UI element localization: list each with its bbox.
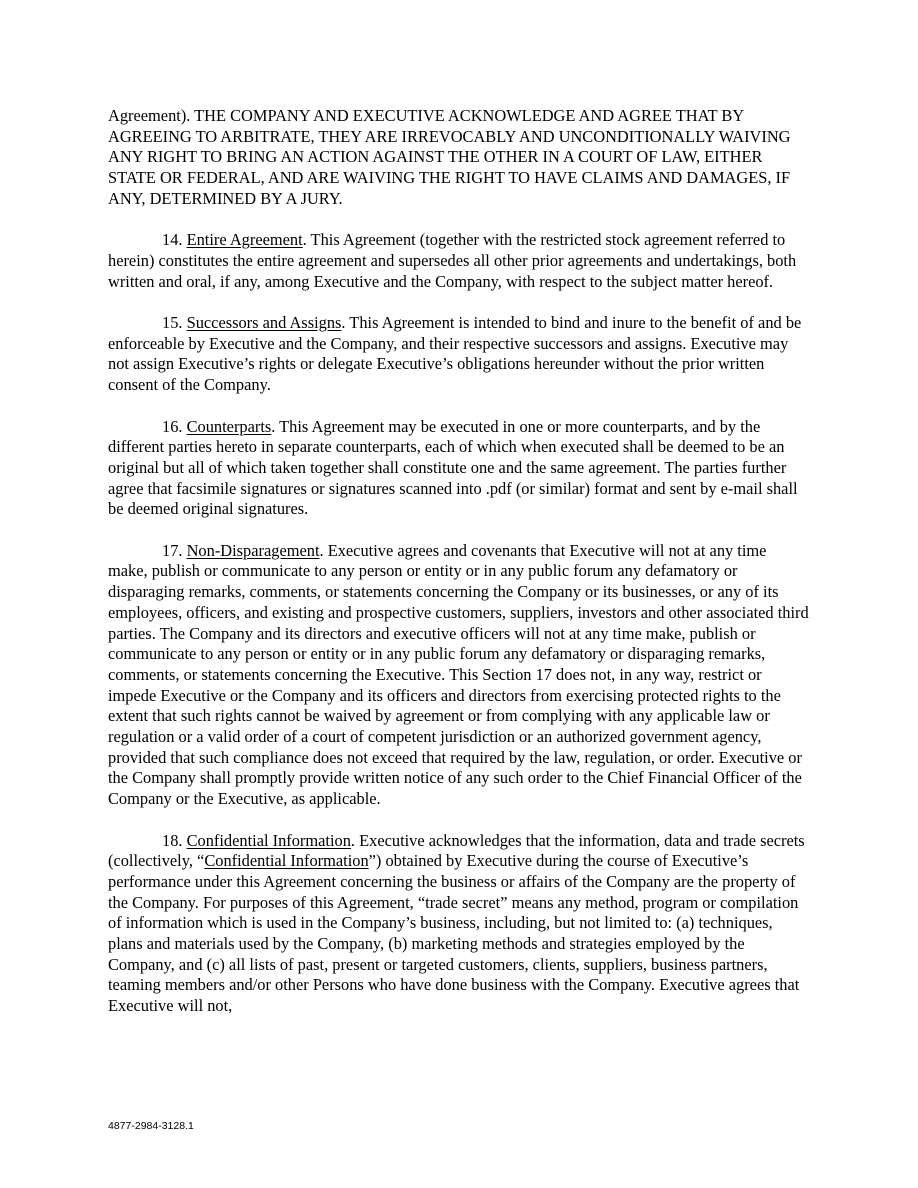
section-number: 17. [162,540,187,560]
section-heading: Counterparts [186,416,272,436]
section-heading: Non-Disparagement [186,540,320,560]
arbitration-waiver-paragraph: Agreement). THE COMPANY AND EXECUTIVE ACKNOWLEDGE AND AGREE THAT BY AGREEING TO ARBITRATE, THEY ARE IRREVOCABLY AND UNCONDITIONALLY WAIVING ANY RIGHT TO BRING AN ACTION AGAINST THE OTHER IN A COURT OF LAW, EITHER STATE OR FEDERAL, AND ARE WAIVING THE RIGHT TO HAVE CLAIMS AND DAMAGES, IF ANY, DETERMINED BY A JURY. [108,106,791,208]
section-number: 16. [162,416,187,436]
section-14-entire-agreement [108,230,810,292]
section-heading: Entire Agreement [186,230,303,250]
section-heading: Successors and Assigns [186,313,342,332]
section-16-counterparts [108,417,810,521]
section-15-successors-and-assigns [108,313,810,396]
document-body [108,106,810,1038]
section-text: . This Agreement may be executed in one or more counterparts, and by the different parties hereto in separate counterparts, each of which when executed shall be deemed to be an original but all of which taken together shall constitute one and the same agreement. The parties further agree that facsimile signatures or signatures scanned into .pdf (or similar) format and sent by e-mail shall be deemed original signatures. [108,416,798,519]
section-number: 15. [162,313,187,332]
document-id-footer: 4877-2984-3128.1 [108,1120,194,1132]
defined-term: Confidential Information [204,851,369,871]
section-18-confidential-information [108,831,810,1017]
section-number: 14. [162,230,187,250]
section-text: . This Agreement (together with the restricted stock agreement referred to herein) constitutes the entire agreement and supersedes all other prior agreements and undertakings, both written and oral, if any, among Executive and the Company, with respect to the subject matter hereof. [108,230,797,291]
section-text: . Executive agrees and covenants that Executive will not at any time make, publish or communicate to any person or entity or in any public forum any defamatory or disparaging remarks, comments, or statements concerning the Company or its businesses, or any of its employees, officers, and existing and prospective customers, suppliers, investors and other associated third parties. The Company and its directors and executive officers will not at any time make, publish or communicate to any person or entity or in any public forum any defamatory or disparaging remarks, comments, or statements concerning the Executive. This Section 17 does not, in any way, restrict or impede Executive or the Company and its officers and directors from exercising protected rights to the extent that such rights cannot be waived by agreement or from complying with any applicable law or regulation or a valid order of a court of competent jurisdiction or an authorized government agency, provided that such compliance does not exceed that required by the law, regulation, or order. Executive or the Company shall promptly provide written notice of any such order to the Chief Financial Officer of the Company or the Executive, as applicable. [108,540,809,809]
section-heading: Confidential Information [186,830,351,850]
section-text: ”) obtained by Executive during the course of Executive’s performance under this Agreement concerning the business or affairs of the Company are the property of the Company. For purposes of this Agreement, “trade secret” means any method, program or compilation of information which is used in the Company’s business, including, but not limited to: (a) techniques, plans and materials used by the Company, (b) marketing methods and strategies employed by the Company, and (c) all lists of past, present or targeted customers, clients, suppliers, business partners, teaming members and/or other Persons who have done business with the Company. Executive agrees that Executive will not, [108,851,800,1016]
section-text: . Executive acknowledges that the information, data and trade secrets (collectively, “ [108,830,805,871]
section-text: . This Agreement is intended to bind and inure to the benefit of and be enforceable by Executive and the Company, and their respective successors and assigns. Executive may not assign Executive’s rights or delegate Executive’s obligations hereunder without the prior written consent of the Company. [108,313,802,395]
section-17-non-disparagement [108,541,810,810]
section-number: 18. [162,830,187,850]
